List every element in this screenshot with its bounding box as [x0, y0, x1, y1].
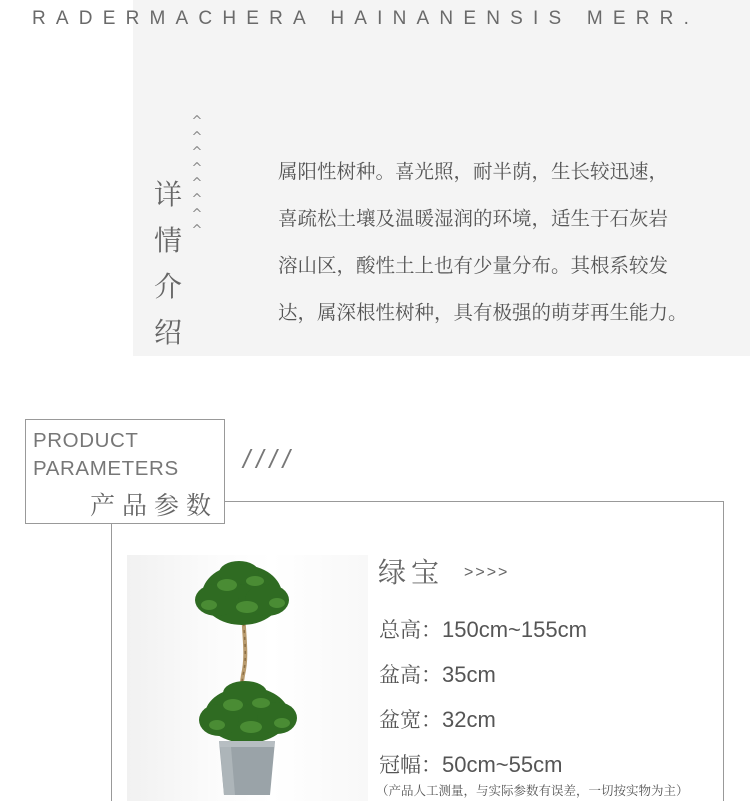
plant-illustration — [127, 555, 368, 801]
product-arrows: >>>> — [464, 564, 510, 581]
description-line: 喜疏松土壤及温暖湿润的环境，适生于石灰岩 — [278, 207, 669, 230]
spec-crown-width — [379, 749, 562, 779]
chevron-decoration — [190, 114, 204, 238]
description-line: 溶山区，酸性土上也有少量分布。其根系较发 — [278, 254, 669, 277]
spec-label: 总高： — [379, 618, 442, 642]
params-heading-box — [25, 419, 225, 524]
description-line: 属阳性树种。喜光照，耐半荫，生长较迅速， — [278, 160, 669, 183]
product-photo — [127, 555, 368, 801]
spec-label: 盆高： — [379, 663, 442, 687]
product-name: 绿宝 — [378, 556, 445, 589]
measurement-note: （产品人工测量，与实际参数有误差，一切按实物为主） — [376, 783, 689, 798]
details-description — [278, 148, 738, 336]
description-line: 达，属深根性树种，具有极强的萌芽再生能力。 — [278, 301, 688, 324]
chevron-up-icon: ^ — [191, 129, 203, 145]
chevron-up-icon: ^ — [191, 160, 203, 176]
chevron-up-icon: ^ — [191, 145, 203, 160]
chevron-up-icon: ^ — [191, 207, 203, 222]
params-en-line: PRODUCT — [33, 429, 139, 452]
spec-pot-height — [379, 659, 496, 689]
latin-name-header: RADERMACHERA HAINANENSIS MERR. — [32, 8, 700, 29]
spec-label: 冠幅： — [379, 753, 442, 777]
spec-value: 50cm~55cm — [442, 752, 563, 777]
details-title — [148, 172, 188, 356]
spec-total-height — [379, 614, 587, 644]
spec-value: 150cm~155cm — [442, 617, 587, 642]
details-title-char: 详 — [153, 178, 182, 211]
details-title-char: 情 — [153, 224, 182, 257]
params-en-line: PARAMETERS — [33, 457, 179, 480]
spec-value: 32cm — [442, 707, 496, 732]
chevron-up-icon: ^ — [191, 114, 203, 129]
chevron-up-icon: ^ — [191, 191, 203, 207]
chevron-up-icon: ^ — [191, 176, 203, 191]
params-heading-en — [33, 427, 179, 483]
params-heading-cn: 产品参数 — [89, 491, 218, 520]
details-title-char: 绍 — [153, 316, 182, 349]
spec-label: 盆宽： — [379, 708, 442, 732]
chevron-up-icon: ^ — [191, 222, 203, 238]
details-title-char: 介 — [153, 270, 182, 303]
spec-pot-width — [379, 704, 496, 734]
spec-value: 35cm — [442, 662, 496, 687]
slash-decoration: //// — [243, 444, 296, 474]
